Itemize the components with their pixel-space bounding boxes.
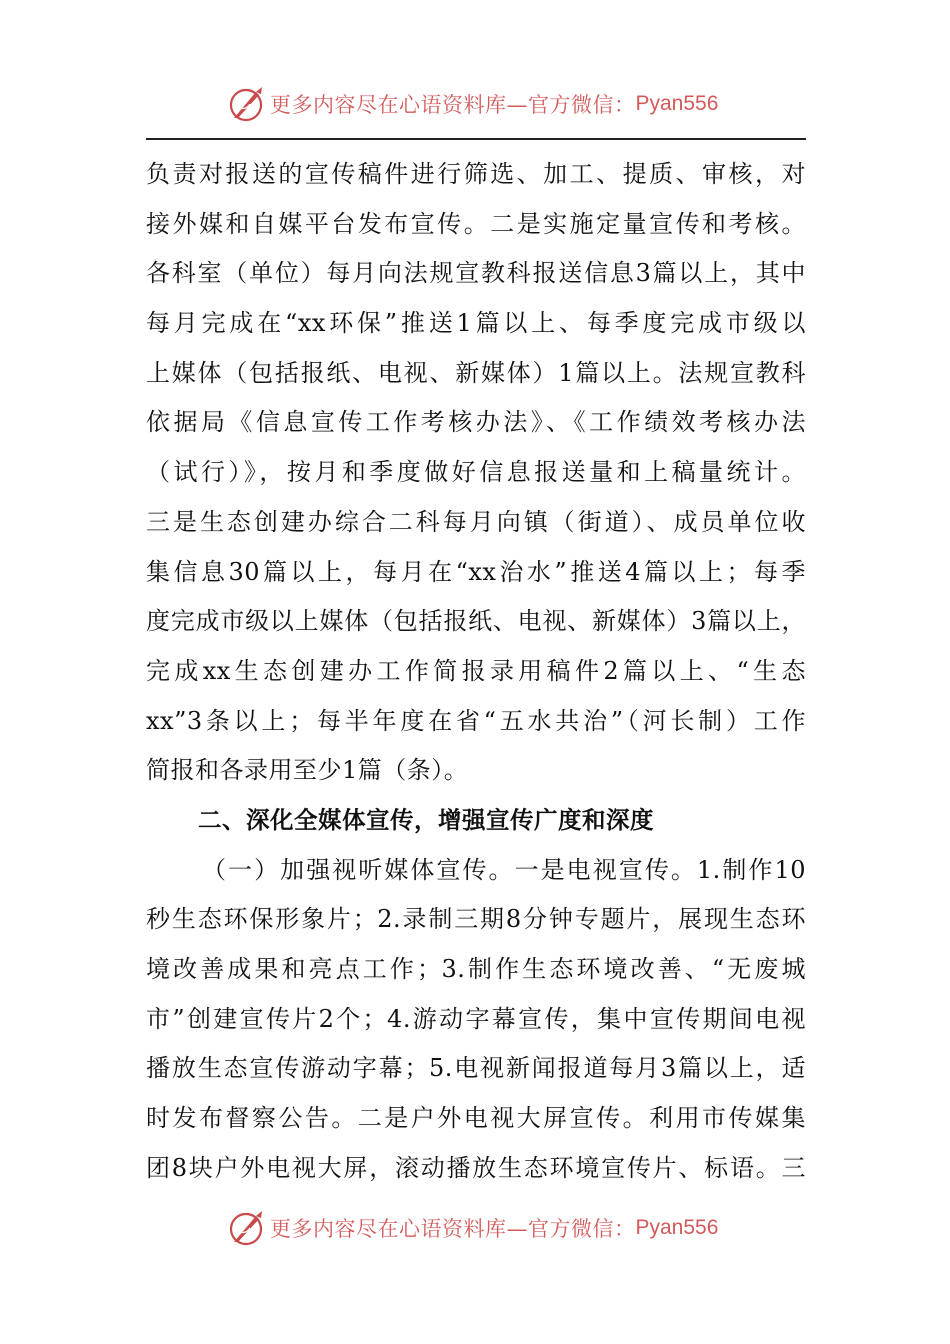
section-line: 境改善成果和亮点工作；3.制作生态环境改善、“无废城 <box>146 955 806 983</box>
section-heading: 二、深化全媒体宣传，增强宣传广度和深度 <box>198 805 654 834</box>
document-body <box>146 150 806 1193</box>
wechat-id: Pyan556 <box>635 1216 719 1239</box>
body-line: 简报和各录用至少1篇（条）。 <box>146 756 469 785</box>
body-line: 每月完成在“xx环保”推送1篇以上、每季度完成市级以 <box>146 309 806 338</box>
banner-text: 更多内容尽在心语资料库—官方微信： <box>270 1217 636 1241</box>
quill-pen-logo-icon <box>226 1208 266 1248</box>
banner-text: 更多内容尽在心语资料库—官方微信： <box>270 93 636 117</box>
body-line: 接外媒和自媒平台发布宣传。二是实施定量宣传和考核。 <box>146 209 806 238</box>
body-line: 完成xx生态创建办工作简报录用稿件2篇以上、“生态 <box>146 656 806 685</box>
body-line: xx”3条以上；每半年度在省“五水共治”（河长制）工作 <box>146 706 806 735</box>
section-line: 团8块户外电视大屏，滚动播放生态环境宣传片、标语。三 <box>146 1153 806 1182</box>
quill-pen-logo-icon <box>226 84 266 124</box>
section-line: 播放生态宣传游动字幕；5.电视新闻报道每月3篇以上，适 <box>146 1054 806 1083</box>
body-line: 各科室（单位）每月向法规宣教科报送信息3篇以上，其中 <box>146 259 806 288</box>
footer-banner <box>226 1206 718 1250</box>
body-line: （试行）》，按月和季度做好信息报送量和上稿量统计。 <box>146 458 806 487</box>
body-line: 负责对报送的宣传稿件进行筛选、加工、提质、审核，对 <box>146 160 806 188</box>
header-divider <box>146 138 806 140</box>
body-line: 依据局《信息宣传工作考核办法》、《工作绩效考核办法 <box>146 408 806 437</box>
section-line: 秒生态环保形象片；2.录制三期8分钟专题片，展现生态环 <box>146 905 806 934</box>
body-line: 度完成市级以上媒体（包括报纸、电视、新媒体）3篇以上， <box>146 607 806 636</box>
wechat-id: Pyan556 <box>635 92 719 115</box>
header-banner <box>226 82 718 126</box>
section-line: （一）加强视听媒体宣传。一是电视宣传。1.制作10 <box>202 855 806 884</box>
body-line: 集信息30篇以上，每月在“xx治水”推送4篇以上；每季 <box>146 557 806 586</box>
body-line: 三是生态创建办综合二科每月向镇（街道）、成员单位收 <box>146 507 806 536</box>
section-line: 市”创建宣传片2个；4.游动字幕宣传，集中宣传期间电视 <box>146 1004 806 1033</box>
body-line: 上媒体（包括报纸、电视、新媒体）1篇以上。法规宣教科 <box>146 358 806 387</box>
section-line: 时发布督察公告。二是户外电视大屏宣传。利用市传媒集 <box>146 1104 806 1133</box>
